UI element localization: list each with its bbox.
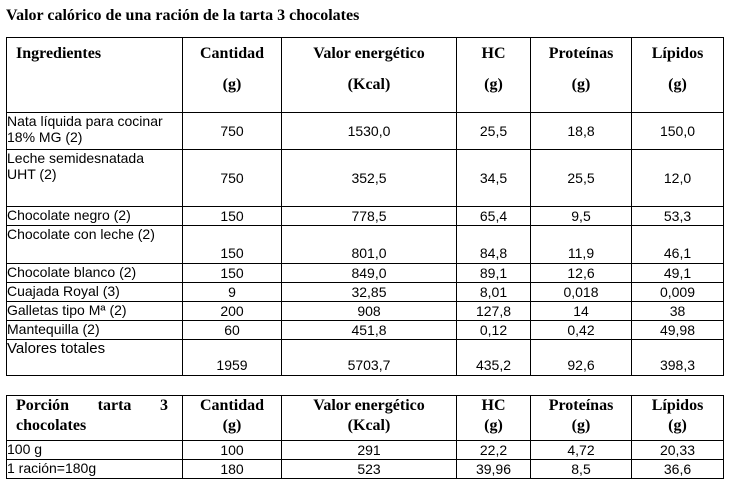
header-proteinas: Proteínas (g) — [531, 396, 632, 441]
table-row — [7, 460, 724, 479]
kcal-cell: 5703,7 — [282, 340, 457, 376]
hc-cell: 8,01 — [457, 283, 531, 302]
lipidos-cell: 38 — [632, 302, 724, 321]
portion-table — [6, 395, 724, 479]
lipidos-cell: 36,6 — [632, 460, 724, 479]
proteinas-cell: 18,8 — [531, 113, 632, 150]
hc-cell: 22,2 — [457, 441, 531, 460]
lipidos-cell: 150,0 — [632, 113, 724, 150]
kcal-cell: 451,8 — [282, 321, 457, 340]
cantidad-cell: 150 — [183, 207, 282, 226]
portion-name: 1 ración=180g — [7, 460, 183, 479]
header-valor-energetico: Valor energético (Kcal) — [282, 38, 457, 113]
cantidad-cell: 750 — [183, 113, 282, 150]
table-row — [7, 321, 724, 340]
kcal-cell: 849,0 — [282, 264, 457, 283]
lipidos-cell: 49,98 — [632, 321, 724, 340]
cantidad-cell: 200 — [183, 302, 282, 321]
ingredient-name: Chocolate negro (2) — [7, 207, 183, 226]
lipidos-cell: 20,33 — [632, 441, 724, 460]
proteinas-cell: 9,5 — [531, 207, 632, 226]
table-row — [7, 150, 724, 207]
portion-name: 100 g — [7, 441, 183, 460]
ingredient-name: Galletas tipo Mª (2) — [7, 302, 183, 321]
table-row — [7, 264, 724, 283]
calorie-table — [6, 37, 724, 376]
kcal-cell: 908 — [282, 302, 457, 321]
cantidad-cell: 1959 — [183, 340, 282, 376]
header-proteinas: Proteínas (g) — [531, 38, 632, 113]
ingredient-name: Chocolate con leche (2) — [7, 226, 183, 264]
proteinas-cell: 0,018 — [531, 283, 632, 302]
proteinas-cell: 14 — [531, 302, 632, 321]
ingredient-name: Chocolate blanco (2) — [7, 264, 183, 283]
ingredient-name: Mantequilla (2) — [7, 321, 183, 340]
proteinas-cell: 92,6 — [531, 340, 632, 376]
ingredient-name: Nata líquida para cocinar 18% MG (2) — [7, 113, 183, 150]
cantidad-cell: 150 — [183, 226, 282, 264]
header-hc: HC (g) — [457, 38, 531, 113]
header-hc: HC (g) — [457, 396, 531, 441]
header-cantidad: Cantidad (g) — [183, 396, 282, 441]
hc-cell: 127,8 — [457, 302, 531, 321]
hc-cell: 39,96 — [457, 460, 531, 479]
hc-cell: 89,1 — [457, 264, 531, 283]
kcal-cell: 1530,0 — [282, 113, 457, 150]
header-porcion: Porción tarta 3 chocolates — [7, 396, 183, 441]
kcal-cell: 32,85 — [282, 283, 457, 302]
proteinas-cell: 12,6 — [531, 264, 632, 283]
lipidos-cell: 53,3 — [632, 207, 724, 226]
kcal-cell: 523 — [282, 460, 457, 479]
cantidad-cell: 100 — [183, 441, 282, 460]
proteinas-cell: 0,42 — [531, 321, 632, 340]
lipidos-cell: 49,1 — [632, 264, 724, 283]
lipidos-cell: 0,009 — [632, 283, 724, 302]
proteinas-cell: 8,5 — [531, 460, 632, 479]
header-valor-energetico: Valor energético (Kcal) — [282, 396, 457, 441]
proteinas-cell: 4,72 — [531, 441, 632, 460]
totals-label: Valores totales — [7, 340, 183, 376]
hc-cell: 435,2 — [457, 340, 531, 376]
hc-cell: 84,8 — [457, 226, 531, 264]
kcal-cell: 801,0 — [282, 226, 457, 264]
kcal-cell: 778,5 — [282, 207, 457, 226]
lipidos-cell: 12,0 — [632, 150, 724, 207]
page-title: Valor calórico de una ración de la tarta 3 chocolates — [6, 7, 360, 24]
kcal-cell: 352,5 — [282, 150, 457, 207]
hc-cell: 34,5 — [457, 150, 531, 207]
hc-cell: 25,5 — [457, 113, 531, 150]
header-cantidad: Cantidad (g) — [183, 38, 282, 113]
table-row — [7, 207, 724, 226]
ingredient-name: Cuajada Royal (3) — [7, 283, 183, 302]
table-row — [7, 283, 724, 302]
table-header-row — [7, 38, 724, 113]
header-ingredientes: Ingredientes — [7, 38, 183, 113]
cantidad-cell: 9 — [183, 283, 282, 302]
kcal-cell: 291 — [282, 441, 457, 460]
ingredient-name: Leche semidesnatada UHT (2) — [7, 150, 183, 207]
cantidad-cell: 60 — [183, 321, 282, 340]
table-header-row — [7, 396, 724, 441]
cantidad-cell: 180 — [183, 460, 282, 479]
proteinas-cell: 11,9 — [531, 226, 632, 264]
totals-row — [7, 340, 724, 376]
lipidos-cell: 398,3 — [632, 340, 724, 376]
cantidad-cell: 150 — [183, 264, 282, 283]
table-row — [7, 441, 724, 460]
table-row — [7, 226, 724, 264]
lipidos-cell: 46,1 — [632, 226, 724, 264]
table-row — [7, 302, 724, 321]
proteinas-cell: 25,5 — [531, 150, 632, 207]
hc-cell: 0,12 — [457, 321, 531, 340]
hc-cell: 65,4 — [457, 207, 531, 226]
header-lipidos: Lípidos (g) — [632, 38, 724, 113]
cantidad-cell: 750 — [183, 150, 282, 207]
header-lipidos: Lípidos (g) — [632, 396, 724, 441]
table-row — [7, 113, 724, 150]
